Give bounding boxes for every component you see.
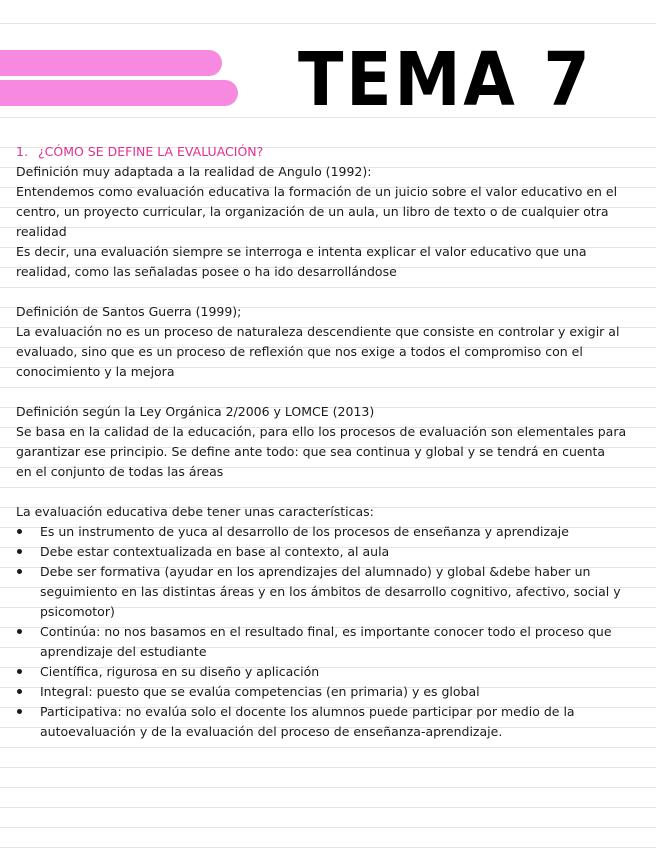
blank-line xyxy=(16,482,640,502)
list-item xyxy=(16,522,640,542)
list-item-text: Es un instrumento de yuca al desarrollo de los procesos de enseñanza y aprendizaje xyxy=(40,524,569,539)
text-line: conocimiento y la mejora xyxy=(16,364,175,379)
list-item-text: psicomotor) xyxy=(40,604,115,619)
text-line: evaluado, sino que es un proceso de reflexión que nos exige a todos el compromiso con el xyxy=(16,344,583,359)
section-heading-text: ¿CÓMO SE DEFINE LA EVALUACIÓN? xyxy=(38,144,264,159)
list-item-text: Científica, rigurosa en su diseño y aplicación xyxy=(40,664,320,679)
text-line: en el conjunto de todas las áreas xyxy=(16,464,224,479)
section-number: 1. xyxy=(16,144,28,159)
list-item-text: Debe estar contextualizada en base al contexto, al aula xyxy=(40,544,390,559)
santos-guerra-definition xyxy=(16,302,640,382)
highlighter-stripe-top xyxy=(0,50,222,76)
characteristics-intro: La evaluación educativa debe tener unas características: xyxy=(16,504,374,519)
list-item xyxy=(16,682,640,702)
text-line: Es decir, una evaluación siempre se interroga e intenta explicar el valor educativo que una xyxy=(16,244,587,259)
list-item-text: Integral: puesto que se evalúa competencias (en primaria) y es global xyxy=(40,684,480,699)
notes-content xyxy=(16,142,640,742)
list-item-text: aprendizaje del estudiante xyxy=(40,644,207,659)
text-line: Definición de Santos Guerra (1999); xyxy=(16,304,242,319)
text-line: Entendemos como evaluación educativa la formación de un juicio sobre el valor educativo en el xyxy=(16,184,618,199)
list-item-text: Debe ser formativa (ayudar en los aprendizajes del alumnado) y global &debe haber un xyxy=(40,564,591,579)
list-item xyxy=(16,622,640,662)
text-line: realidad xyxy=(16,224,67,239)
list-item xyxy=(16,542,640,562)
blank-line xyxy=(16,282,640,302)
angulo-definition xyxy=(16,162,640,282)
list-item xyxy=(16,562,640,622)
list-item-text: autoevaluación y de la evaluación del proceso de enseñanza-aprendizaje. xyxy=(40,724,503,739)
blank-line xyxy=(16,382,640,402)
text-line: garantizar ese principio. Se define ante todo: que sea continua y global y se tendrá en cuenta xyxy=(16,444,606,459)
text-line: Definición según la Ley Orgánica 2/2006 y LOMCE (2013) xyxy=(16,404,375,419)
ley-organica-definition xyxy=(16,402,640,482)
text-line: centro, un proyecto curricular, la organización de un aula, un libro de texto o de cualquier otra xyxy=(16,204,609,219)
ruled-line xyxy=(0,23,656,24)
highlighter-stripe-bottom xyxy=(0,80,238,106)
text-line: realidad, como las señaladas posee o ha ido desarrollándose xyxy=(16,264,397,279)
text-line: Se basa en la calidad de la educación, para ello los procesos de evaluación son elementales para xyxy=(16,424,627,439)
text-line: La evaluación no es un proceso de naturaleza descendiente que consiste en controlar y exigir al xyxy=(16,324,620,339)
list-item xyxy=(16,662,640,682)
text-line: Definición muy adaptada a la realidad de Angulo (1992): xyxy=(16,164,372,179)
list-item-text: Continúa: no nos basamos en el resultado final, es importante conocer todo el proceso que xyxy=(40,624,612,639)
list-item-text: seguimiento en las distintas áreas y en los ámbitos de desarrollo cognitivo, afectivo, social y xyxy=(40,584,621,599)
page-title: TEMA 7 xyxy=(298,37,593,123)
list-item xyxy=(16,702,640,742)
list-item-text: Participativa: no evalúa solo el docente los alumnos puede participar por medio de la xyxy=(40,704,575,719)
characteristics-list xyxy=(16,522,640,742)
section-heading xyxy=(16,142,640,162)
